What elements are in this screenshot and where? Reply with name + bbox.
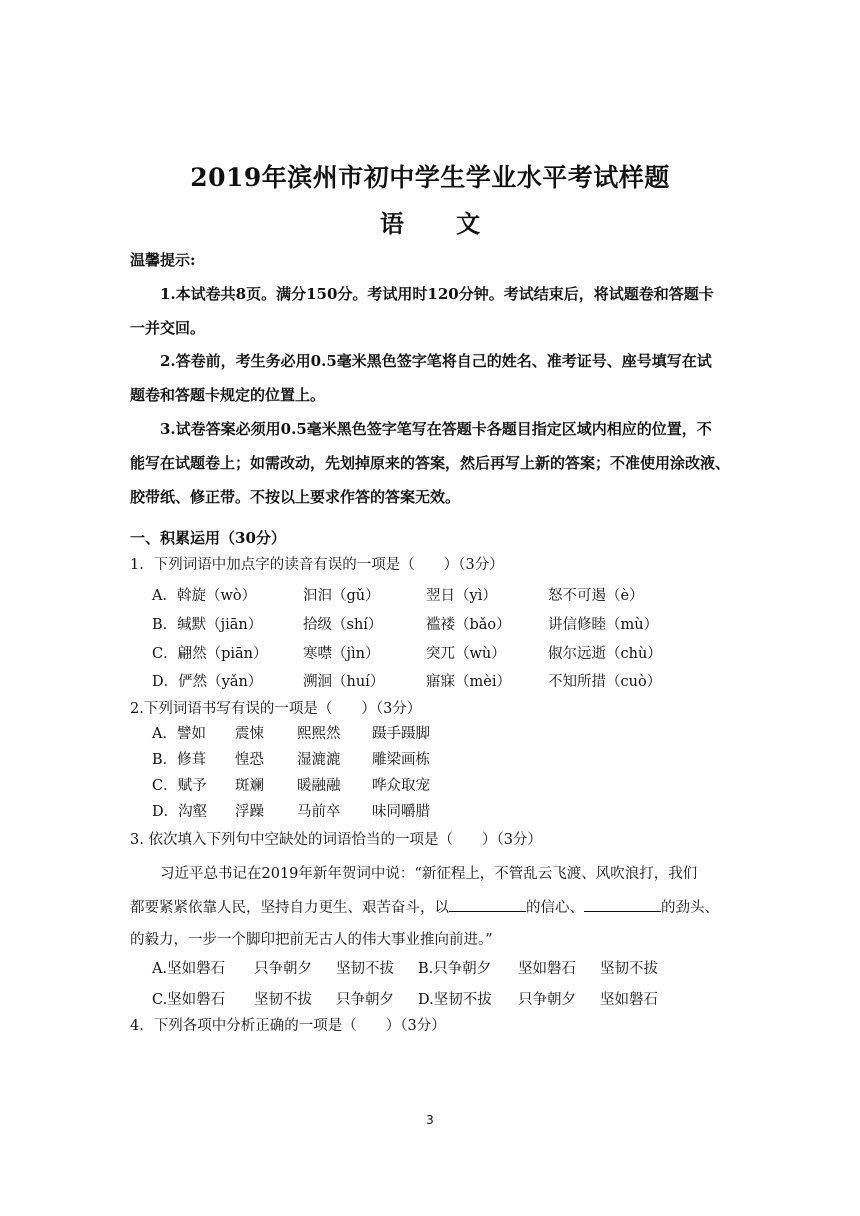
- q1-option-d-2: 溯洄（huí）: [303, 674, 385, 690]
- q3-passage-text-b: 的信心、: [526, 900, 584, 916]
- q2-option-b-4: 雕梁画栋: [372, 752, 430, 768]
- subject-title: 语 文: [379, 209, 503, 238]
- q2-option-a-4: 蹑手蹑脚: [372, 726, 430, 742]
- q3-passage-text-d: 的毅力，一步一个脚印把前无古人的伟大事业推向前进。”: [130, 932, 493, 948]
- question-1-stem: 1．下列词语中加点字的读音有误的一项是（ ）（3分）: [130, 557, 504, 573]
- q1-option-c-3: 突兀（wù）: [426, 646, 506, 662]
- question-2-stem: 2.下列词语书写有误的一项是（ ）（3分）: [130, 701, 422, 717]
- q3-blank-2: [584, 897, 661, 912]
- q3-passage-line-2: [130, 896, 719, 917]
- q3-option-b-3: 坚韧不拔: [600, 961, 658, 977]
- q3-option-c-2: 坚韧不拔: [254, 992, 312, 1008]
- notice-item-1-line-1: 1.本试卷共8页。满分150分。考试用时120分钟。考试结束后，将试题卷和答题卡: [160, 285, 714, 303]
- q3-option-d-2: 只争朝夕: [518, 992, 576, 1008]
- q2-option-d-1: D．沟壑: [152, 804, 208, 820]
- q2-option-d-3: 马前卒: [297, 804, 341, 820]
- notice-item-3-line-3: 胶带纸、修正带。不按以上要求作答的答案无效。: [130, 488, 461, 506]
- question-3-stem: 3. 依次填入下列句中空缺处的词语恰当的一项是（ ）（3分）: [130, 832, 542, 848]
- q3-passage-line-3: [130, 928, 493, 949]
- q3-option-a-1: A.坚如磐石: [152, 961, 226, 977]
- q3-option-c-3: 只争朝夕: [336, 992, 394, 1008]
- q1-option-b-2: 拾级（shí）: [303, 617, 383, 633]
- q2-option-c-2: 斑斓: [235, 778, 264, 794]
- q2-option-b-2: 惶恐: [235, 752, 264, 768]
- q1-option-a-2: 汩汩（gǔ）: [303, 588, 380, 604]
- q2-option-a-1: A．譬如: [152, 726, 206, 742]
- q2-option-d-2: 浮躁: [235, 804, 264, 820]
- notice-item-2-line-1: 2.答卷前，考生务必用0.5毫米黑色签字笔将自己的姓名、准考证号、座号填写在试: [160, 352, 712, 370]
- q1-option-c-2: 寒噤（jìn）: [303, 646, 380, 662]
- q3-option-d-3: 坚如磐石: [600, 992, 658, 1008]
- q3-option-a-2: 只争朝夕: [254, 961, 312, 977]
- q1-option-d-4: 不知所措（cuò）: [548, 674, 662, 690]
- section-1-heading: 一、积累运用（30分）: [130, 529, 286, 547]
- q2-option-b-3: 湿漉漉: [297, 752, 341, 768]
- q1-option-b-4: 讲信修睦（mù）: [548, 617, 659, 633]
- q3-passage-line-1: 习近平总书记在2019年新年贺词中说：“新征程上，不管乱云飞渡、风吹浪打，我们: [160, 866, 698, 882]
- q3-option-a-3: 坚韧不拔: [336, 961, 394, 977]
- q2-option-c-1: C．赋予: [152, 778, 207, 794]
- page-number: 3: [426, 1113, 434, 1127]
- q2-option-c-3: 暖融融: [297, 778, 341, 794]
- q2-option-a-2: 震悚: [235, 726, 264, 742]
- q1-option-a-4: 怒不可遏（è）: [548, 588, 644, 604]
- q2-option-d-4: 味同嚼腊: [372, 804, 430, 820]
- notice-item-3-line-2: 能写在试题卷上；如需改动，先划掉原来的答案，然后再写上新的答案；不准使用涂改液、: [130, 454, 731, 472]
- notice-item-2-line-2: 题卷和答题卡规定的位置上。: [130, 386, 326, 404]
- q3-passage-text-c: 的劲头、: [661, 900, 719, 916]
- q3-option-b-2: 坚如磐石: [518, 961, 576, 977]
- notice-item-1-line-2: 一并交回。: [130, 319, 206, 337]
- notice-item-3-line-1: 3.试卷答案必须用0.5毫米黑色签字笔写在答题卡各题目指定区域内相应的位置，不: [160, 420, 712, 438]
- notice-heading: 温馨提示:: [130, 251, 196, 269]
- q1-option-a-1: A．斡旋（wò）: [152, 588, 257, 604]
- q1-option-d-1: D．俨然（yǎn）: [152, 674, 263, 690]
- q2-option-b-1: B．修葺: [152, 752, 207, 768]
- q2-option-a-3: 熙熙然: [297, 726, 341, 742]
- q1-option-c-4: 俶尔远逝（chù）: [548, 646, 662, 662]
- q2-option-c-4: 哗众取宠: [372, 778, 430, 794]
- q3-option-b-1: B.只争朝夕: [418, 961, 492, 977]
- q1-option-b-1: B．缄默（jiān）: [152, 617, 263, 633]
- q1-option-c-1: C．翩然（piān）: [152, 646, 268, 662]
- page-title: 2019年滨州市初中学生学业水平考试样题: [190, 163, 670, 192]
- question-4-stem: 4．下列各项中分析正确的一项是（ ）（3分）: [130, 1018, 446, 1034]
- q3-option-c-1: C.坚如磐石: [152, 992, 226, 1008]
- q3-blank-1: [449, 897, 526, 912]
- q3-passage-text-a: 都要紧紧依靠人民，坚持自力更生、艰苦奋斗，以: [130, 900, 449, 916]
- q1-option-a-3: 翌日（yì）: [426, 588, 497, 604]
- q1-option-d-3: 寤寐（mèi）: [426, 674, 511, 690]
- q1-option-b-3: 褴褛（bǎo）: [426, 617, 511, 633]
- q3-option-d-1: D.坚韧不拔: [418, 992, 492, 1008]
